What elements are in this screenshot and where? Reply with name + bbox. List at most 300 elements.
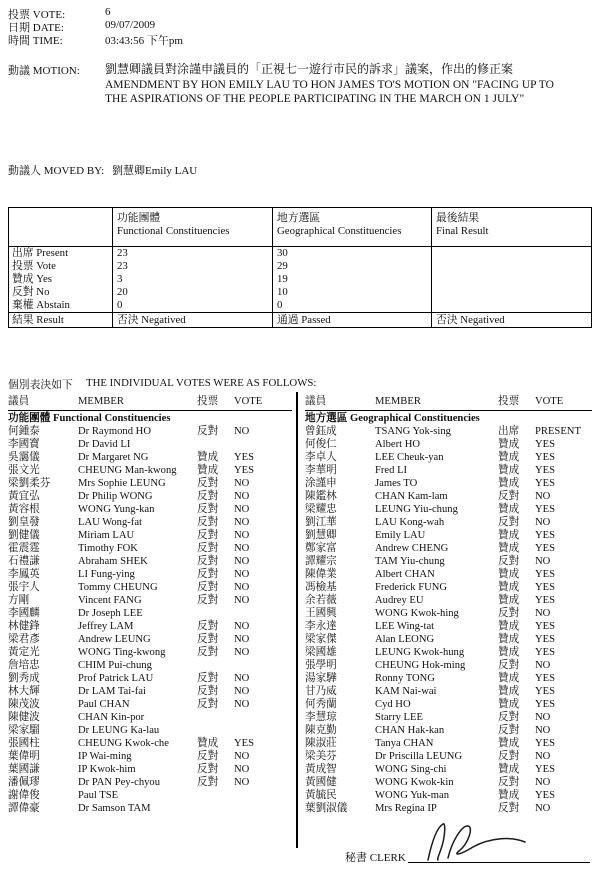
member-name-english: James TO [375, 478, 418, 489]
member-row [8, 659, 292, 672]
member-vote-english [234, 789, 292, 802]
member-name-english: Vincent FANG [78, 595, 142, 606]
summary-fc-value: 23 [112, 260, 272, 273]
member-vote-english [234, 711, 292, 724]
member-name-chinese: 譚耀宗 [305, 556, 337, 567]
summary-header-chinese: 功能團體 [117, 212, 161, 224]
member-row [8, 620, 292, 633]
member-vote-chinese: 贊成 [498, 543, 520, 554]
member-name-chinese: 謝偉俊 [8, 790, 40, 801]
vote-number-value: 6 [105, 6, 111, 18]
summary-gc-value: 10 [272, 286, 431, 299]
member-vote-english: YES [234, 465, 255, 476]
summary-header-cell [272, 208, 431, 246]
date-label: 日期 DATE: [8, 22, 64, 34]
member-name-chinese: 陳健波 [8, 712, 40, 723]
member-name-english: LEE Wing-tat [375, 621, 435, 632]
member-name-chinese: 湯家驊 [305, 673, 337, 684]
member-vote-english: YES [535, 530, 556, 541]
member-name-chinese: 張學明 [305, 660, 337, 671]
member-row [305, 737, 592, 750]
member-row [8, 685, 292, 698]
member-name-chinese: 梁君彥 [8, 634, 40, 645]
member-row [8, 607, 292, 620]
summary-result-fc: 否決 Negatived [112, 313, 272, 327]
member-row [8, 698, 292, 711]
summary-row [9, 273, 591, 286]
summary-gc-value: 19 [272, 273, 431, 286]
member-name-chinese: 甘乃威 [305, 686, 337, 697]
member-vote-chinese: 反對 [197, 530, 219, 541]
member-vote-chinese: 反對 [498, 556, 520, 567]
member-name-english: CHIM Pui-chung [78, 660, 152, 671]
summary-final-value [431, 260, 591, 273]
member-vote-english: YES [535, 673, 556, 684]
member-name-chinese: 梁國雄 [305, 647, 337, 658]
member-vote-english: YES [535, 543, 556, 554]
geographical-constituencies-table [305, 395, 592, 815]
member-vote-chinese: 贊成 [498, 673, 520, 684]
member-vote-english: YES [535, 764, 556, 775]
member-name-chinese: 陳鑑林 [305, 491, 337, 502]
member-vote-chinese: 贊成 [498, 465, 520, 476]
member-name-english: Paul TSE [78, 790, 119, 801]
member-name-english: Albert HO [375, 439, 421, 450]
member-name-english: CHAN Kin-por [78, 712, 145, 723]
member-row [8, 529, 292, 542]
member-vote-chinese: 反對 [197, 491, 219, 502]
member-vote-english: YES [535, 504, 556, 515]
member-name-english: LAU Wong-fat [78, 517, 142, 528]
individual-votes-intro-chinese: 個別表決如下 [8, 379, 73, 391]
summary-header-english: Final Result [436, 225, 489, 237]
member-name-chinese: 劉秀成 [8, 673, 40, 684]
clerk-label: 秘書 CLERK [345, 852, 406, 864]
member-row [305, 555, 592, 568]
member-vote-english: NO [535, 517, 551, 528]
member-name-chinese: 劉皇發 [8, 517, 40, 528]
member-row [8, 750, 292, 763]
member-vote-chinese: 贊成 [498, 634, 520, 645]
member-name-english: Dr Samson TAM [78, 803, 151, 814]
member-vote-chinese: 贊成 [498, 530, 520, 541]
member-name-english: CHEUNG Hok-ming [375, 660, 466, 671]
member-row [305, 620, 592, 633]
summary-result-row [9, 312, 591, 327]
member-vote-english: NO [535, 608, 551, 619]
member-row [8, 724, 292, 737]
member-row [305, 724, 592, 737]
member-vote-english [234, 438, 292, 451]
member-row [8, 555, 292, 568]
member-vote-chinese: 贊成 [197, 452, 219, 463]
member-name-english: WONG Kwok-kin [375, 777, 454, 788]
member-name-chinese: 李國麟 [8, 608, 40, 619]
member-row [8, 464, 292, 477]
member-name-english: WONG Sing-chi [375, 764, 447, 775]
summary-result-final: 否決 Negatived [431, 313, 591, 327]
member-row [8, 633, 292, 646]
member-vote-chinese: 贊成 [498, 764, 520, 775]
member-name-english: Mrs Regina IP [375, 803, 437, 814]
member-name-english: LEUNG Kwok-hung [375, 647, 465, 658]
summary-fc-value: 20 [112, 286, 272, 299]
geographical-member-rows [305, 425, 592, 815]
member-name-english: Tommy CHEUNG [78, 582, 158, 593]
col-vote-cn: 投票 [197, 396, 219, 407]
member-vote-chinese: 贊成 [498, 452, 520, 463]
member-name-chinese: 劉慧卿 [305, 530, 337, 541]
member-vote-chinese: 反對 [197, 686, 219, 697]
member-name-english: Abraham SHEK [78, 556, 148, 567]
summary-result-gc: 通過 Passed [272, 313, 431, 327]
member-vote-english: NO [535, 660, 551, 671]
member-name-english: Jeffrey LAM [78, 621, 134, 632]
summary-header-empty-cell [9, 208, 112, 246]
member-vote-english: YES [535, 452, 556, 463]
member-name-chinese: 譚偉豪 [8, 803, 40, 814]
table-column-divider [296, 392, 298, 848]
member-row [305, 659, 592, 672]
member-row [8, 802, 292, 815]
member-name-chinese: 葉偉明 [8, 751, 40, 762]
member-vote-english [234, 724, 292, 737]
summary-header-chinese: 最後結果 [436, 212, 480, 224]
member-row [305, 503, 592, 516]
col-member-en: MEMBER [375, 396, 421, 407]
member-vote-english: NO [234, 673, 250, 684]
time-value: 03:43:56 下午pm [105, 35, 183, 47]
member-row [305, 672, 592, 685]
member-name-english: Fred LI [375, 465, 408, 476]
member-row [305, 490, 592, 503]
member-name-english: WONG Kwok-hing [375, 608, 459, 619]
member-vote-chinese: 贊成 [498, 439, 520, 450]
member-name-chinese: 方剛 [8, 595, 30, 606]
member-vote-english: YES [234, 738, 255, 749]
member-vote-chinese: 反對 [197, 582, 219, 593]
member-vote-chinese [197, 607, 234, 620]
motion-text [105, 61, 585, 106]
member-vote-english: NO [535, 777, 551, 788]
member-name-english: Albert CHAN [375, 569, 435, 580]
member-name-english: Dr LEUNG Ka-lau [78, 725, 160, 736]
member-name-english: CHAN Kam-lam [375, 491, 448, 502]
member-row [305, 750, 592, 763]
summary-header-english: Geographical Constituencies [277, 225, 402, 237]
member-name-english: LEUNG Yiu-chung [375, 504, 458, 515]
member-row [8, 542, 292, 555]
member-name-english: Frederick FUNG [375, 582, 448, 593]
member-vote-chinese: 贊成 [498, 504, 520, 515]
member-row [8, 425, 292, 438]
member-name-english: Dr Philip WONG [78, 491, 153, 502]
member-name-english: Dr Margaret NG [78, 452, 149, 463]
member-vote-english: NO [234, 504, 250, 515]
member-name-english: CHEUNG Kwok-che [78, 738, 169, 749]
member-table-header [305, 395, 592, 411]
summary-fc-value: 0 [112, 299, 272, 312]
member-name-english: Mrs Sophie LEUNG [78, 478, 166, 489]
summary-body [9, 247, 591, 312]
member-name-english: CHAN Hak-kan [375, 725, 445, 736]
member-vote-english: NO [535, 491, 551, 502]
member-vote-chinese: 反對 [498, 803, 520, 814]
member-name-english: Starry LEE [375, 712, 423, 723]
member-vote-chinese: 贊成 [498, 569, 520, 580]
vote-number-label: 投票 VOTE: [8, 9, 66, 21]
summary-fc-value: 3 [112, 273, 272, 286]
member-vote-english [234, 659, 292, 672]
member-name-chinese: 李慧琼 [305, 712, 337, 723]
member-vote-chinese: 贊成 [498, 738, 520, 749]
motion-line-english-1: AMENDMENT BY HON EMILY LAU TO HON JAMES TO'S MOTION ON "FACING UP TO [105, 79, 554, 91]
member-vote-chinese: 贊成 [197, 738, 219, 749]
member-vote-chinese: 反對 [197, 517, 219, 528]
member-vote-english: NO [234, 647, 250, 658]
member-row [8, 451, 292, 464]
member-vote-chinese: 贊成 [498, 699, 520, 710]
member-vote-chinese: 贊成 [498, 621, 520, 632]
member-vote-english: YES [535, 621, 556, 632]
member-table-header [8, 395, 292, 411]
functional-constituencies-table [8, 395, 292, 815]
clerk-signature-scribble [403, 814, 573, 866]
vote-summary-table [8, 207, 592, 328]
member-name-chinese: 張國柱 [8, 738, 40, 749]
col-member-en: MEMBER [78, 396, 124, 407]
member-name-chinese: 林健鋒 [8, 621, 40, 632]
member-row [305, 477, 592, 490]
member-vote-english: NO [234, 582, 250, 593]
member-name-english: IP Wai-ming [78, 751, 132, 762]
member-vote-english: YES [535, 686, 556, 697]
member-row [8, 490, 292, 503]
member-name-chinese: 葉劉淑儀 [305, 803, 348, 814]
date-value: 09/07/2009 [105, 19, 156, 31]
member-row [305, 698, 592, 711]
member-name-chinese: 王國興 [305, 608, 337, 619]
summary-final-value [431, 247, 591, 260]
member-vote-chinese: 反對 [197, 777, 219, 788]
member-vote-chinese: 贊成 [498, 686, 520, 697]
member-vote-chinese: 反對 [197, 595, 219, 606]
member-name-english: Paul CHAN [78, 699, 130, 710]
member-vote-chinese [197, 438, 234, 451]
member-name-chinese: 李卓人 [305, 452, 337, 463]
member-vote-english: NO [234, 491, 250, 502]
member-name-chinese: 詹培忠 [8, 660, 40, 671]
member-name-english: LAU Kong-wah [375, 517, 445, 528]
member-vote-chinese: 贊成 [498, 647, 520, 658]
member-name-chinese: 劉健儀 [8, 530, 40, 541]
member-name-chinese: 陳偉業 [305, 569, 337, 580]
member-row [8, 672, 292, 685]
member-name-english: Tanya CHAN [375, 738, 434, 749]
col-member-cn: 議員 [305, 396, 327, 407]
member-name-chinese: 鄭家富 [305, 543, 337, 554]
member-name-chinese: 何鍾泰 [8, 426, 40, 437]
summary-final-value [431, 286, 591, 299]
member-vote-english: NO [535, 556, 551, 567]
member-vote-english: NO [234, 634, 250, 645]
member-name-chinese: 曾鈺成 [305, 426, 337, 437]
member-vote-english: NO [234, 751, 250, 762]
member-vote-english: YES [535, 582, 556, 593]
member-vote-english: YES [234, 452, 255, 463]
member-vote-chinese: 反對 [498, 491, 520, 502]
member-row [8, 737, 292, 750]
member-name-english: WONG Yuk-man [375, 790, 450, 801]
member-row [305, 763, 592, 776]
col-vote-cn: 投票 [498, 396, 520, 407]
member-name-chinese: 黃容根 [8, 504, 40, 515]
member-name-english: LI Fung-ying [78, 569, 135, 580]
member-vote-english: NO [234, 777, 250, 788]
member-row [8, 789, 292, 802]
summary-row [9, 286, 591, 299]
member-vote-english: NO [535, 725, 551, 736]
member-row [8, 594, 292, 607]
member-vote-chinese: 反對 [197, 556, 219, 567]
member-row [305, 451, 592, 464]
member-vote-english: YES [535, 738, 556, 749]
summary-header-english: Functional Constituencies [117, 225, 230, 237]
summary-row [9, 247, 591, 260]
summary-header-chinese: 地方選區 [277, 212, 321, 224]
member-vote-chinese: 反對 [197, 569, 219, 580]
member-name-chinese: 吳靄儀 [8, 452, 40, 463]
member-vote-chinese: 反對 [197, 504, 219, 515]
member-vote-english [234, 802, 292, 815]
individual-votes-intro-english: THE INDIVIDUAL VOTES WERE AS FOLLOWS: [86, 377, 317, 389]
member-vote-chinese: 反對 [498, 608, 520, 619]
member-row [305, 789, 592, 802]
member-vote-chinese: 反對 [197, 621, 219, 632]
member-name-chinese: 李永達 [305, 621, 337, 632]
member-vote-chinese [197, 789, 234, 802]
member-name-chinese: 李國寶 [8, 439, 40, 450]
member-vote-english: NO [234, 686, 250, 697]
member-vote-chinese: 贊成 [197, 465, 219, 476]
member-name-chinese: 余若薇 [305, 595, 337, 606]
member-vote-english: YES [535, 634, 556, 645]
member-vote-chinese: 反對 [197, 751, 219, 762]
member-vote-chinese: 反對 [197, 673, 219, 684]
functional-section-header: 功能團體 Functional Constituencies [8, 413, 171, 424]
member-row [305, 776, 592, 789]
summary-header-cell [431, 208, 591, 246]
summary-header-cell [112, 208, 272, 246]
member-name-chinese: 陳茂波 [8, 699, 40, 710]
member-name-chinese: 陳淑莊 [305, 738, 337, 749]
member-name-english: Dr Raymond HO [78, 426, 151, 437]
member-vote-chinese: 反對 [498, 751, 520, 762]
motion-line-chinese: 劉慧卿議員對涂謹申議員的「正視七一遊行市民的訴求」議案，作出的修正案 [105, 62, 514, 76]
member-name-english: Emily LAU [375, 530, 426, 541]
member-name-chinese: 李鳳英 [8, 569, 40, 580]
member-row [8, 581, 292, 594]
member-name-english: Cyd HO [375, 699, 411, 710]
member-row [305, 529, 592, 542]
member-vote-chinese: 反對 [197, 634, 219, 645]
member-vote-chinese [197, 802, 234, 815]
member-name-english: Timothy FOK [78, 543, 138, 554]
member-row [8, 438, 292, 451]
member-name-english: Dr Joseph LEE [78, 608, 143, 619]
member-vote-english: NO [234, 764, 250, 775]
member-vote-chinese: 出席 [498, 426, 520, 437]
member-row [8, 646, 292, 659]
member-vote-chinese [197, 659, 234, 672]
member-row [305, 633, 592, 646]
member-name-english: WONG Ting-kwong [78, 647, 166, 658]
member-name-chinese: 黃宜弘 [8, 491, 40, 502]
member-name-english: WONG Yung-kan [78, 504, 155, 515]
member-row [8, 763, 292, 776]
member-vote-chinese: 反對 [498, 517, 520, 528]
member-name-chinese: 梁家騮 [8, 725, 40, 736]
member-row [305, 516, 592, 529]
member-name-chinese: 劉江華 [305, 517, 337, 528]
member-vote-chinese: 贊成 [498, 595, 520, 606]
member-row [305, 464, 592, 477]
member-name-chinese: 李華明 [305, 465, 337, 476]
moved-by-value: 劉慧卿Emily LAU [112, 165, 198, 177]
member-vote-english: YES [535, 465, 556, 476]
member-row [8, 516, 292, 529]
member-vote-chinese: 反對 [498, 712, 520, 723]
member-name-english: KAM Nai-wai [375, 686, 437, 697]
member-name-chinese: 何秀蘭 [305, 699, 337, 710]
member-name-chinese: 梁美芬 [305, 751, 337, 762]
member-vote-english: NO [234, 699, 250, 710]
summary-final-value [431, 273, 591, 286]
summary-header-row [9, 208, 591, 247]
member-vote-english: NO [234, 556, 250, 567]
summary-row-label: 棄權 Abstain [12, 299, 70, 311]
summary-row [9, 299, 591, 312]
col-member-cn: 議員 [8, 396, 30, 407]
member-vote-chinese: 反對 [197, 647, 219, 658]
member-vote-english: NO [234, 530, 250, 541]
member-vote-english: PRESENT [535, 426, 581, 437]
member-row [305, 438, 592, 451]
summary-gc-value: 29 [272, 260, 431, 273]
member-vote-english: YES [535, 595, 556, 606]
member-vote-english: YES [535, 790, 556, 801]
member-name-chinese: 黃國健 [305, 777, 337, 788]
member-vote-english: YES [535, 699, 556, 710]
member-name-english: Dr Priscilla LEUNG [375, 751, 463, 762]
member-row [8, 776, 292, 789]
member-name-chinese: 石禮謙 [8, 556, 40, 567]
member-vote-english: NO [234, 569, 250, 580]
motion-label: 動議 MOTION: [8, 65, 80, 77]
member-name-chinese: 梁耀忠 [305, 504, 337, 515]
member-vote-chinese: 贊成 [498, 478, 520, 489]
member-vote-chinese [197, 724, 234, 737]
moved-by-label: 動議人 MOVED BY: [8, 165, 105, 177]
member-name-english: LEE Cheuk-yan [375, 452, 444, 463]
time-label: 時間 TIME: [8, 35, 63, 47]
member-name-english: Dr David LI [78, 439, 131, 450]
member-vote-chinese: 反對 [197, 543, 219, 554]
member-vote-english: NO [234, 478, 250, 489]
col-vote-en: VOTE [535, 396, 564, 407]
member-vote-english: YES [535, 647, 556, 658]
member-vote-chinese: 贊成 [498, 582, 520, 593]
